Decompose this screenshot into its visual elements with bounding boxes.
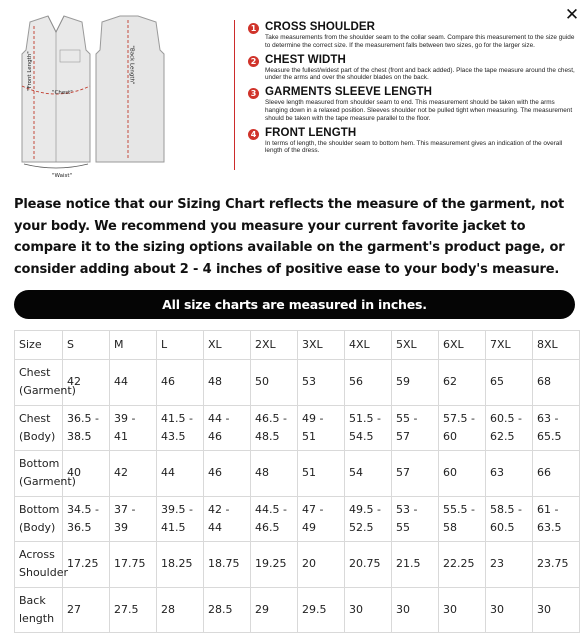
table-cell: 30 bbox=[439, 587, 486, 633]
table-cell: 44 - 46 bbox=[204, 405, 251, 451]
table-cell: 42 bbox=[63, 360, 110, 406]
table-row bbox=[15, 360, 580, 406]
table-cell: 39 - 41 bbox=[110, 405, 157, 451]
table-cell: 51 bbox=[298, 451, 345, 497]
table-cell: 48 bbox=[251, 451, 298, 497]
table-cell: 58.5 - 60.5 bbox=[486, 496, 533, 542]
measurement-steps bbox=[248, 20, 578, 158]
table-cell: 36.5 - 38.5 bbox=[63, 405, 110, 451]
step-title: CROSS SHOULDER bbox=[265, 21, 376, 33]
back-length-label: "Back Length" bbox=[128, 45, 135, 85]
table-cell: 47 - 49 bbox=[298, 496, 345, 542]
table-cell: 63 bbox=[486, 451, 533, 497]
table-cell: 29 bbox=[251, 587, 298, 633]
table-cell: 27 bbox=[63, 587, 110, 633]
close-icon: ✕ bbox=[564, 5, 580, 25]
table-cell: 50 bbox=[251, 360, 298, 406]
step-cross-shoulder bbox=[248, 20, 578, 50]
table-header-row bbox=[15, 331, 580, 360]
table-row bbox=[15, 405, 580, 451]
size-header-cell: 5XL bbox=[392, 331, 439, 360]
table-cell: 57 bbox=[392, 451, 439, 497]
table-cell: 48 bbox=[204, 360, 251, 406]
table-cell: 46.5 - 48.5 bbox=[251, 405, 298, 451]
step-sleeve-length bbox=[248, 85, 578, 122]
table-cell: 62 bbox=[439, 360, 486, 406]
table-cell: 22.25 bbox=[439, 542, 486, 588]
step-title: CHEST WIDTH bbox=[265, 53, 346, 66]
table-cell: 23 bbox=[486, 542, 533, 588]
size-chart-table bbox=[14, 330, 580, 633]
step-description: Take measurements from the shoulder seam to the collar seam. Compare this measurement to the size guide to determine the correct size. If the measurement falls between two sizes, go for the larger size. bbox=[265, 34, 575, 49]
size-column-header: Size bbox=[15, 331, 63, 360]
table-cell: 44.5 - 46.5 bbox=[251, 496, 298, 542]
step-description: Sleeve length measured from shoulder seam to end. This measurement should be taken with the arms hanging down in a relaxed position. Sleeves shoulder not be pulled tight when measuring. The measurement should be taken with the tape measure parallel to the floor. bbox=[265, 99, 573, 122]
table-cell: 18.25 bbox=[157, 542, 204, 588]
table-cell: 49 - 51 bbox=[298, 405, 345, 451]
table-cell: 46 bbox=[157, 360, 204, 406]
table-cell: 55 - 57 bbox=[392, 405, 439, 451]
chest-label: "Chest" bbox=[52, 90, 73, 96]
step-description: In terms of length, the shoulder seam to bottom hem. This measurement gives an indication of the overall length of the dress. bbox=[265, 139, 563, 155]
size-header-cell: S bbox=[63, 331, 110, 360]
table-cell: 30 bbox=[392, 587, 439, 633]
step-title: GARMENTS SLEEVE LENGTH bbox=[265, 86, 433, 99]
table-cell: 28.5 bbox=[204, 587, 251, 633]
step-title: FRONT LENGTH bbox=[265, 126, 357, 139]
table-cell: 37 - 39 bbox=[110, 496, 157, 542]
table-cell: 49.5 - 52.5 bbox=[345, 496, 392, 542]
table-cell: 60.5 - 62.5 bbox=[486, 405, 533, 451]
table-cell: 18.75 bbox=[204, 542, 251, 588]
size-header-cell: 7XL bbox=[486, 331, 533, 360]
table-cell: 44 bbox=[110, 360, 157, 406]
measurement-label-cell: Across Shoulder bbox=[15, 542, 63, 588]
vest-measurement-illustration bbox=[8, 10, 180, 182]
vest-diagram bbox=[8, 10, 180, 182]
table-cell: 44 bbox=[157, 451, 204, 497]
step-description: Measure the fullest/widest part of the chest (front and back added). Place the tape measure around the chest, under the arms and over the shoulder blades on the back. bbox=[265, 66, 575, 82]
table-cell: 42 - 44 bbox=[204, 496, 251, 542]
table-cell: 17.75 bbox=[110, 542, 157, 588]
table-cell: 57.5 - 60 bbox=[439, 405, 486, 451]
table-row bbox=[15, 451, 580, 497]
table-cell: 28 bbox=[157, 587, 204, 633]
table-cell: 54 bbox=[345, 451, 392, 497]
measurement-label-cell: Chest (Garment) bbox=[15, 360, 63, 406]
table-cell: 39.5 - 41.5 bbox=[157, 496, 204, 542]
waist-label: "Waist" bbox=[52, 173, 73, 179]
table-cell: 55.5 - 58 bbox=[439, 496, 486, 542]
table-cell: 30 bbox=[345, 587, 392, 633]
table-cell: 29.5 bbox=[298, 587, 345, 633]
table-cell: 23.75 bbox=[533, 542, 580, 588]
table-cell: 20 bbox=[298, 542, 345, 588]
inches-banner: All size charts are measured in inches. bbox=[14, 290, 575, 319]
table-cell: 20.75 bbox=[345, 542, 392, 588]
table-cell: 19.25 bbox=[251, 542, 298, 588]
table-cell: 59 bbox=[392, 360, 439, 406]
table-cell: 27.5 bbox=[110, 587, 157, 633]
step-number-badge: 2 bbox=[248, 56, 259, 67]
size-header-cell: 8XL bbox=[533, 331, 580, 360]
sizing-notice: Please notice that our Sizing Chart reflects the measure of the garment, not your body. We recommend you measure your current favorite jacket to compare it to the sizing options available on the garment's product page, or consider adding about 2 - 4 inches of positive ease to your body's measure. bbox=[14, 197, 565, 277]
table-cell: 63 - 65.5 bbox=[533, 405, 580, 451]
size-header-cell: 4XL bbox=[345, 331, 392, 360]
measurement-label-cell: Back length bbox=[15, 587, 63, 633]
step-number-badge: 3 bbox=[248, 88, 259, 99]
measurement-label-cell: Chest (Body) bbox=[15, 405, 63, 451]
guide-divider bbox=[234, 20, 235, 170]
size-header-cell: XL bbox=[204, 331, 251, 360]
table-cell: 65 bbox=[486, 360, 533, 406]
table-cell: 56 bbox=[345, 360, 392, 406]
table-row bbox=[15, 587, 580, 633]
table-row bbox=[15, 542, 580, 588]
table-cell: 34.5 - 36.5 bbox=[63, 496, 110, 542]
step-number-badge: 1 bbox=[248, 23, 259, 34]
table-cell: 53 bbox=[298, 360, 345, 406]
measurement-label-cell: Bottom (Garment) bbox=[15, 451, 63, 497]
size-header-cell: 6XL bbox=[439, 331, 486, 360]
step-chest-width bbox=[248, 53, 578, 83]
table-cell: 60 bbox=[439, 451, 486, 497]
table-cell: 40 bbox=[63, 451, 110, 497]
table-cell: 30 bbox=[533, 587, 580, 633]
measurement-label-cell: Bottom (Body) bbox=[15, 496, 63, 542]
size-header-cell: L bbox=[157, 331, 204, 360]
front-length-label: "Front Length" bbox=[26, 51, 33, 91]
table-cell: 68 bbox=[533, 360, 580, 406]
measurement-guide bbox=[0, 0, 587, 188]
table-cell: 53 - 55 bbox=[392, 496, 439, 542]
table-cell: 51.5 - 54.5 bbox=[345, 405, 392, 451]
size-header-cell: M bbox=[110, 331, 157, 360]
table-cell: 42 bbox=[110, 451, 157, 497]
table-cell: 17.25 bbox=[63, 542, 110, 588]
step-number-badge: 4 bbox=[248, 129, 259, 140]
table-cell: 46 bbox=[204, 451, 251, 497]
table-cell: 61 - 63.5 bbox=[533, 496, 580, 542]
size-header-cell: 2XL bbox=[251, 331, 298, 360]
table-cell: 30 bbox=[486, 587, 533, 633]
table-row bbox=[15, 496, 580, 542]
step-front-length bbox=[248, 126, 578, 156]
size-header-cell: 3XL bbox=[298, 331, 345, 360]
table-cell: 21.5 bbox=[392, 542, 439, 588]
table-cell: 66 bbox=[533, 451, 580, 497]
table-cell: 41.5 - 43.5 bbox=[157, 405, 204, 451]
